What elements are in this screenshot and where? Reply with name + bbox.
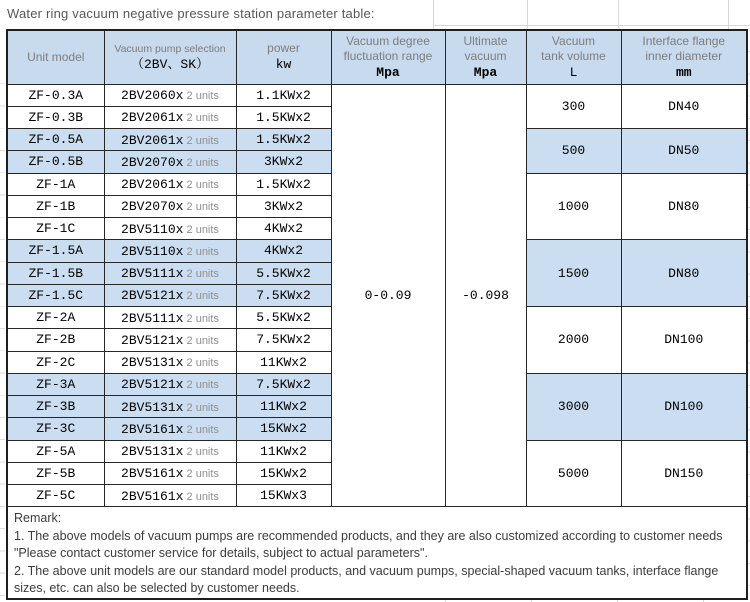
parameter-table [6, 29, 748, 600]
pump-code: 2BV5110x [121, 221, 184, 237]
power-cell: 7.5KWx2 [236, 284, 331, 306]
header-label: inner diameter [645, 48, 723, 63]
col-header-vacuum-degree [331, 30, 445, 84]
pump-units-label: 2 units [183, 245, 219, 258]
unit-model-cell: ZF-2B [7, 329, 104, 351]
flange-diameter-cell: DN80 [621, 173, 747, 240]
remark-cell [7, 507, 747, 599]
pump-units-label: 2 units [183, 201, 219, 214]
power-cell: 15KWx3 [236, 485, 331, 507]
header-label: tank volume [541, 48, 606, 63]
tank-volume-cell: 1500 [526, 240, 621, 307]
power-cell: 11KWx2 [236, 351, 331, 373]
pump-code: 2BV5161x [121, 488, 184, 504]
pump-selection-cell [104, 373, 236, 395]
pump-selection-cell [104, 462, 236, 484]
unit-model-cell: ZF-2A [7, 307, 104, 329]
pump-selection-cell [104, 218, 236, 240]
header-unit: L [569, 64, 578, 80]
unit-model-cell: ZF-0.3A [7, 84, 104, 106]
pump-units-label: 2 units [183, 490, 219, 503]
flange-diameter-cell: DN100 [621, 373, 747, 440]
flange-diameter-cell: DN80 [621, 240, 747, 307]
pump-units-label: 2 units [183, 134, 219, 147]
gridline-strip-left [0, 62, 5, 600]
pump-code: 2BV5111x [121, 266, 184, 282]
tank-volume-cell: 500 [526, 129, 621, 174]
header-unit: Mpa [376, 64, 400, 80]
header-unit: （2BV、SK） [130, 56, 209, 72]
header-label: power [267, 41, 300, 56]
pump-code: 2BV2061x [121, 110, 184, 126]
unit-model-cell: ZF-5C [7, 485, 104, 507]
tank-volume-cell: 2000 [526, 307, 621, 374]
pump-selection-cell [104, 195, 236, 217]
tank-volume-cell: 300 [526, 84, 621, 129]
pump-code: 2BV2060x [121, 88, 184, 104]
pump-selection-cell [104, 106, 236, 128]
pump-selection-cell [104, 329, 236, 351]
pump-code: 2BV2061x [121, 132, 184, 148]
header-unit: mm [675, 64, 692, 80]
unit-model-cell: ZF-0.3B [7, 106, 104, 128]
header-label: Vacuum [551, 33, 596, 48]
col-header-flange-diameter [621, 30, 747, 84]
pump-code: 2BV2070x [121, 199, 184, 215]
pump-selection-cell [104, 396, 236, 418]
pump-code: 2BV5131x [121, 444, 184, 460]
pump-code: 2BV5131x [121, 399, 184, 415]
remark-label: Remark: [14, 511, 62, 526]
header-label: Unit model [27, 49, 85, 64]
unit-model-cell: ZF-3A [7, 373, 104, 395]
pump-selection-cell [104, 262, 236, 284]
unit-model-cell: ZF-0.5B [7, 151, 104, 173]
table-row [7, 84, 747, 106]
power-cell: 11KWx2 [236, 396, 331, 418]
remark-row [7, 507, 747, 599]
pump-units-label: 2 units [183, 446, 219, 459]
unit-model-cell: ZF-3C [7, 418, 104, 440]
header-label: Vacuum pump selection [114, 42, 226, 55]
header-unit: kw [275, 57, 292, 73]
header-label: Ultimate [463, 33, 508, 48]
pump-units-label: 2 units [183, 223, 219, 236]
power-cell: 15KWx2 [236, 462, 331, 484]
header-label: Vacuum degree [346, 33, 430, 48]
pump-selection-cell [104, 173, 236, 195]
pump-selection-cell [104, 129, 236, 151]
power-cell: 1.5KWx2 [236, 129, 331, 151]
ultimate-vacuum-cell: -0.098 [445, 84, 526, 507]
vacuum-degree-cell: 0-0.09 [331, 84, 445, 507]
pump-units-label: 2 units [183, 334, 219, 347]
col-header-unit-model [7, 30, 104, 84]
pump-selection-cell [104, 351, 236, 373]
pump-code: 2BV5131x [121, 355, 184, 371]
pump-units-label: 2 units [183, 268, 219, 281]
pump-units-label: 2 units [183, 112, 219, 125]
pump-selection-cell [104, 84, 236, 106]
power-cell: 3KWx2 [236, 195, 331, 217]
power-cell: 1.5KWx2 [236, 106, 331, 128]
power-cell: 4KWx2 [236, 218, 331, 240]
pump-code: 2BV2070x [121, 154, 184, 170]
unit-model-cell: ZF-1C [7, 218, 104, 240]
pump-units-label: 2 units [183, 312, 219, 325]
unit-model-cell: ZF-1A [7, 173, 104, 195]
power-cell: 15KWx2 [236, 418, 331, 440]
pump-code: 2BV2061x [121, 177, 184, 193]
pump-selection-cell [104, 240, 236, 262]
power-cell: 1.1KWx2 [236, 84, 331, 106]
pump-units-label: 2 units [183, 290, 219, 303]
pump-code: 2BV5161x [121, 421, 184, 437]
unit-model-cell: ZF-5B [7, 462, 104, 484]
pump-units-label: 2 units [183, 401, 219, 414]
flange-diameter-cell: DN100 [621, 307, 747, 374]
pump-units-label: 2 units [183, 179, 219, 192]
pump-selection-cell [104, 485, 236, 507]
pump-units-label: 2 units [183, 357, 219, 370]
unit-model-cell: ZF-5A [7, 440, 104, 462]
unit-model-cell: ZF-3B [7, 396, 104, 418]
page-title: Water ring vacuum negative pressure station parameter table: [7, 6, 375, 21]
flange-diameter-cell: DN50 [621, 129, 747, 174]
header-label: vacuum [464, 48, 507, 63]
gridline [433, 25, 750, 26]
power-cell: 5.5KWx2 [236, 262, 331, 284]
unit-model-cell: ZF-1B [7, 195, 104, 217]
power-cell: 3KWx2 [236, 151, 331, 173]
pump-selection-cell [104, 440, 236, 462]
pump-units-label: 2 units [183, 468, 219, 481]
power-cell: 1.5KWx2 [236, 173, 331, 195]
pump-selection-cell [104, 418, 236, 440]
header-label: fluctuation range [343, 48, 433, 63]
pump-selection-cell [104, 284, 236, 306]
header-label: Interface flange [642, 33, 726, 48]
pump-code: 2BV5121x [121, 332, 184, 348]
power-cell: 4KWx2 [236, 240, 331, 262]
table-body [7, 84, 747, 507]
pump-units-label: 2 units [183, 379, 219, 392]
header-row [7, 30, 747, 84]
pump-code: 2BV5161x [121, 466, 184, 482]
unit-model-cell: ZF-2C [7, 351, 104, 373]
remark-note-2: 2. The above unit models are our standard model products, and vacuum pumps, special-shaped vacuum tanks, interface flange sizes, etc. can also be selected by customer needs. [14, 563, 719, 596]
pump-selection-cell [104, 307, 236, 329]
power-cell: 11KWx2 [236, 440, 331, 462]
col-header-power [236, 30, 331, 84]
pump-code: 2BV5121x [121, 377, 184, 393]
unit-model-cell: ZF-1.5B [7, 262, 104, 284]
flange-diameter-cell: DN150 [621, 440, 747, 507]
tank-volume-cell: 3000 [526, 373, 621, 440]
pump-code: 2BV5121x [121, 288, 184, 304]
col-header-pump-selection [104, 30, 236, 84]
tank-volume-cell: 1000 [526, 173, 621, 240]
power-cell: 5.5KWx2 [236, 307, 331, 329]
unit-model-cell: ZF-0.5A [7, 129, 104, 151]
pump-code: 2BV5111x [121, 310, 184, 326]
pump-units-label: 2 units [183, 156, 219, 169]
flange-diameter-cell: DN40 [621, 84, 747, 129]
header-unit: Mpa [473, 64, 498, 80]
col-header-ultimate-vacuum [445, 30, 526, 84]
power-cell: 7.5KWx2 [236, 373, 331, 395]
remark-note-1: 1. The above models of vacuum pumps are recommended products, and they are also customized according to customer needs "Please contact customer service for details, subject to actual parameters". [14, 528, 723, 561]
pump-code: 2BV5110x [121, 243, 184, 259]
pump-units-label: 2 units [183, 423, 219, 436]
unit-model-cell: ZF-1.5A [7, 240, 104, 262]
pump-units-label: 2 units [183, 90, 219, 103]
col-header-tank-volume [526, 30, 621, 84]
pump-selection-cell [104, 151, 236, 173]
power-cell: 7.5KWx2 [236, 329, 331, 351]
tank-volume-cell: 5000 [526, 440, 621, 507]
unit-model-cell: ZF-1.5C [7, 284, 104, 306]
